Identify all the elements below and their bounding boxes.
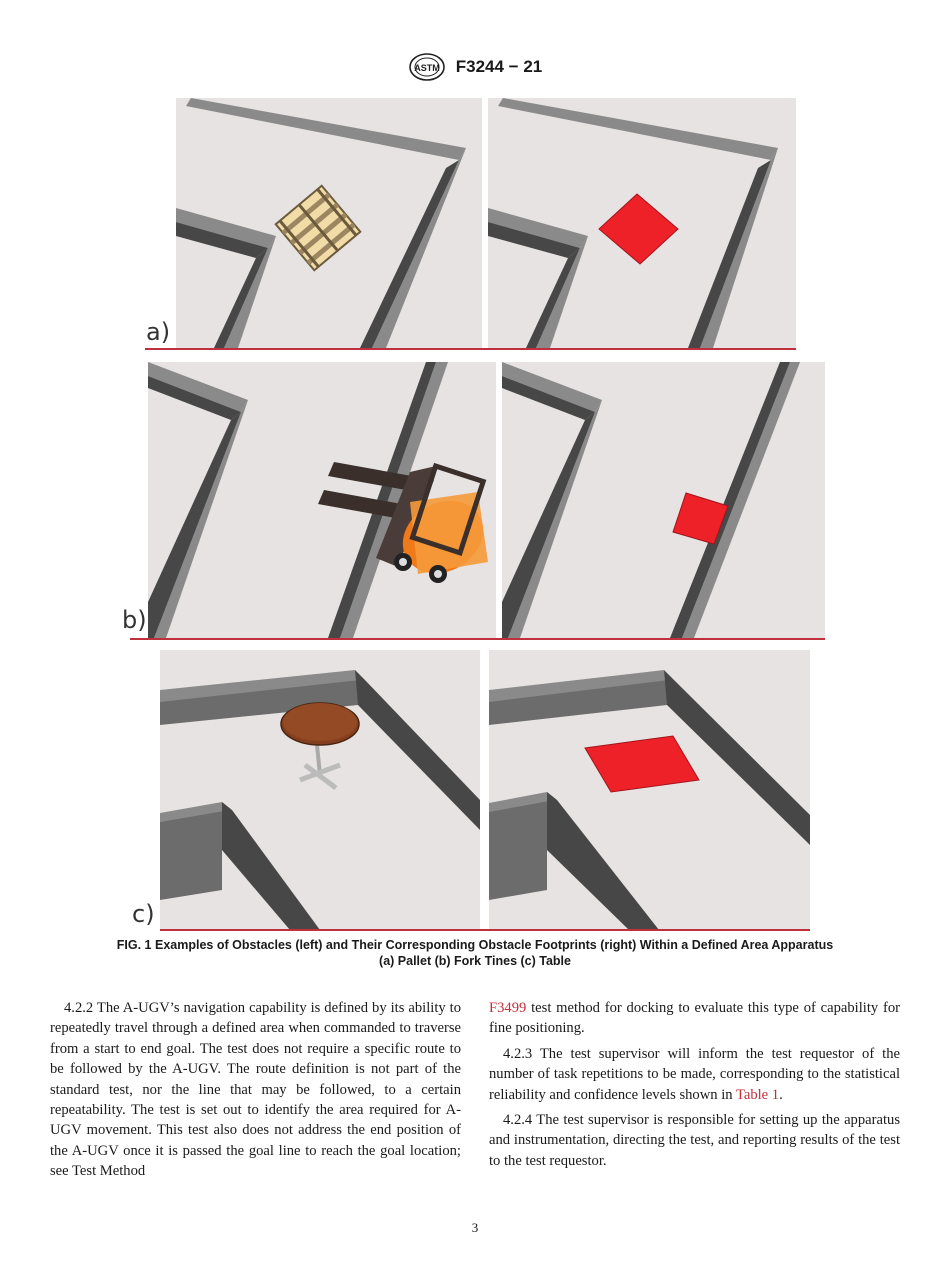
paragraph-4-2-2-continued xyxy=(489,998,900,1039)
row-label-a: a) xyxy=(146,318,171,346)
paragraph-4-2-3 xyxy=(489,1044,900,1105)
pallet-footprint xyxy=(599,194,678,264)
paragraph-4-2-3-end: . xyxy=(779,1086,783,1103)
figure-b-obstacle-panel xyxy=(148,362,496,638)
paragraph-4-2-3-text: 4.2.3 The test supervisor will inform the test requestor of the number of task repetitions to be made, corresponding to the statistical reliability and confidence levels shown in xyxy=(489,1045,900,1103)
astm-logo-text: ASTM xyxy=(414,63,440,73)
table-1-reference-link[interactable]: Table 1 xyxy=(735,1086,780,1103)
figure-caption-line1: FIG. 1 Examples of Obstacles (left) and Their Corresponding Obstacle Footprints (right) Within a Defined Area Apparatus xyxy=(116,938,834,952)
figure-a-footprint-panel xyxy=(488,98,796,348)
table-obstacle xyxy=(281,703,359,788)
astm-logo xyxy=(408,52,446,82)
pallet-obstacle xyxy=(276,186,361,271)
figure-a-obstacle-panel xyxy=(176,98,482,348)
standard-designation: F3244 − 21 xyxy=(455,57,543,76)
figure-caption xyxy=(60,937,890,969)
left-column xyxy=(50,998,461,1187)
page-number: 3 xyxy=(471,1220,479,1235)
row-label-c: c) xyxy=(132,900,155,928)
page-header xyxy=(0,52,950,82)
right-column xyxy=(489,998,900,1176)
row-a-baseline xyxy=(145,348,796,350)
paragraph-4-2-2: 4.2.2 The A-UGV’s navigation capability is defined by its ability to repeatedly travel through a defined area when commanded to traverse from a start to end goal. The test does not require a specific route to be followed by the A-UGV. The route definition is not part of the standard test, nor the line that may be followed, to a certain repeatability. The test is set out to identify the area required for A-UGV movement. This test also does not address the end position of the A-UGV once it is passed the goal line to reach the goal location; see Test Method xyxy=(50,1000,461,1180)
forklift-obstacle xyxy=(318,462,496,587)
paragraph-4-2-4: 4.2.4 The test supervisor is responsible for setting up the apparatus and instrumentation, directing the test, and reporting results of the test to the test requestor. xyxy=(489,1112,900,1169)
row-c-baseline xyxy=(160,929,810,931)
paragraph-4-2-2-continued-text: test method for docking to evaluate this type of capability for fine positioning. xyxy=(489,1000,900,1037)
figure-c-obstacle-panel xyxy=(160,650,480,930)
row-label-b: b) xyxy=(122,606,147,634)
figure-caption-line2: (a) Pallet (b) Fork Tines (c) Table xyxy=(379,954,571,968)
table-footprint xyxy=(585,736,699,792)
figure-c-footprint-panel xyxy=(489,650,810,930)
figure-b-footprint-panel xyxy=(502,362,825,638)
row-b-baseline xyxy=(130,638,825,640)
f3499-reference-link[interactable]: F3499 xyxy=(489,1000,527,1016)
